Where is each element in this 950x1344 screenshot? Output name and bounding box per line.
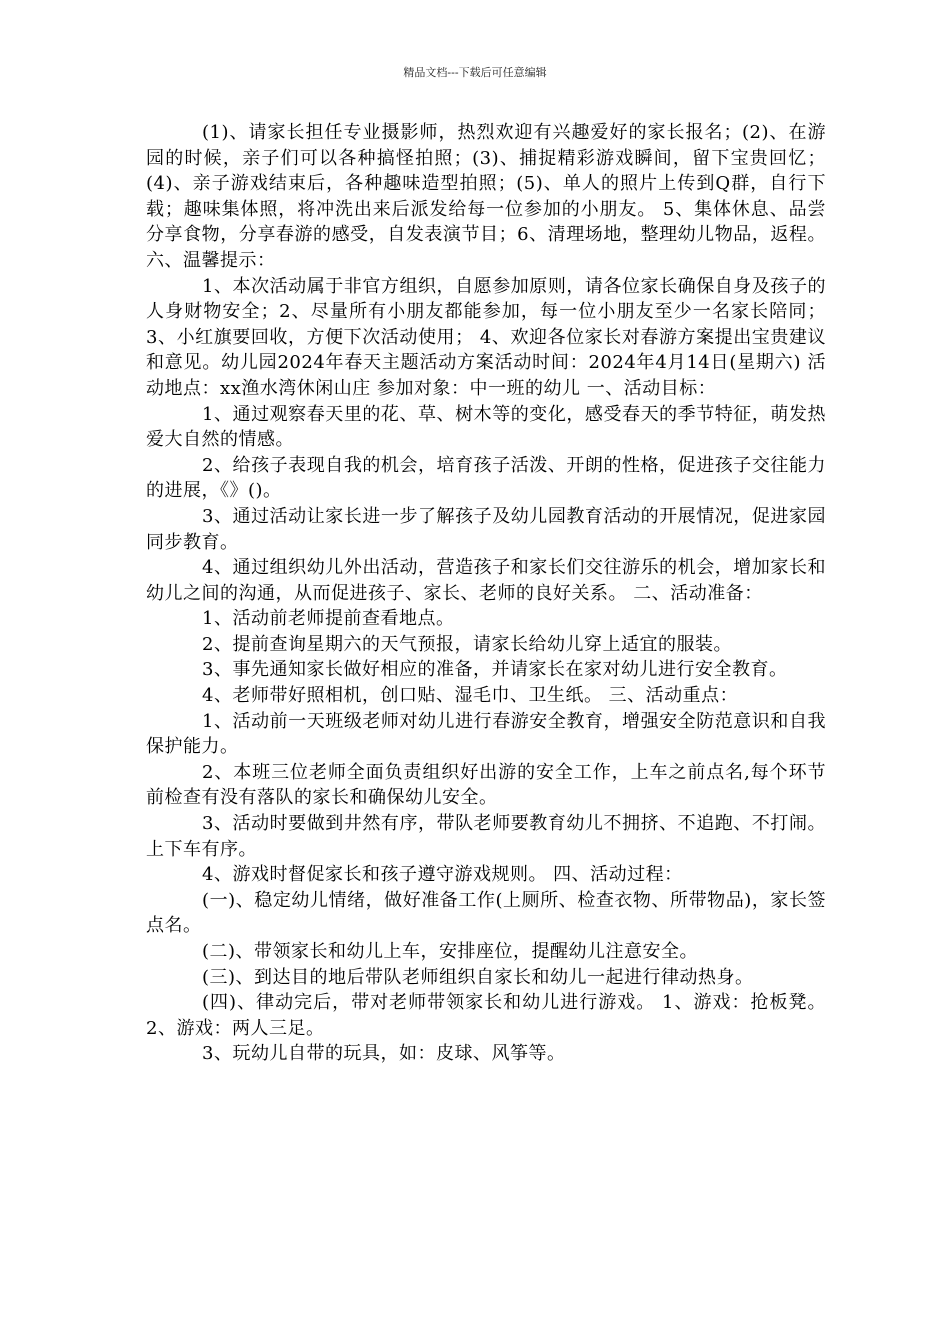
- paragraph: 1、活动前一天班级老师对幼儿进行春游安全教育，增强安全防范意识和自我保护能力。: [146, 710, 826, 758]
- paragraph: 1、活动前老师提前查看地点。: [202, 608, 455, 630]
- document-body: [146, 120, 826, 1067]
- paragraph: (二)、带领家长和幼儿上车，安排座位，提醒幼儿注意安全。: [202, 941, 699, 962]
- paragraph: (三)、到达目的地后带队老师组织自家长和幼儿一起进行律动热身。: [202, 966, 754, 988]
- paragraph: 4、游戏时督促家长和孩子遵守游戏规则。 四、活动过程：: [202, 864, 683, 886]
- paragraph: 2、给孩子表现自我的机会，培育孩子活泼、开朗的性格，促进孩子交往能力的进展，《》()。: [146, 454, 826, 502]
- page-header: 精品文档---下载后可任意编辑: [403, 66, 547, 79]
- paragraph: 2、提前查询星期六的天气预报，请家长给幼儿穿上适宜的服装。: [202, 633, 732, 655]
- paragraph: 4、老师带好照相机，创口贴、湿毛巾、卫生纸。 三、活动重点：: [202, 685, 739, 707]
- paragraph: 3、事先通知家长做好相应的准备，并请家长在家对幼儿进行安全教育。: [202, 659, 788, 681]
- paragraph: 1、通过观察春天里的花、草、树木等的变化，感受春天的季节特征，萌发热爱大自然的情感。: [146, 403, 826, 451]
- paragraph: 3、玩幼儿自带的玩具，如：皮球、风筝等。: [202, 1043, 566, 1065]
- paragraph: (1)、请家长担任专业摄影师，热烈欢迎有兴趣爱好的家长报名；(2)、在游园的时候，亲子们可以各种搞怪拍照；(3)、捕捉精彩游戏瞬间，留下宝贵回忆；(4)、亲子游戏结束后，各种趣味造型拍照；(5)、单人的照片上传到Q群，自行下载；趣味集体照，将冲洗出来后派发给每一位参加的小朋友。 5、集体休息、品尝分享食物，分享春游的感受，自发表演节目；6、清理场地，整理幼儿物品，返程。 六、温馨提示：: [146, 122, 826, 271]
- paragraph: 3、活动时要做到井然有序，带队老师要教育幼儿不拥挤、不追跑、不打闹。上下车有序。: [146, 813, 826, 860]
- paragraph: (一)、稳定幼儿情绪，做好准备工作(上厕所、检查衣物、所带物品)，家长签点名。: [146, 889, 826, 937]
- paragraph: 3、通过活动让家长进一步了解孩子及幼儿园教育活动的开展情况，促进家园同步教育。: [146, 505, 826, 553]
- paragraph: 1、本次活动属于非官方组织，自愿参加原则，请各位家长确保自身及孩子的人身财物安全；2、尽量所有小朋友都能参加，每一位小朋友至少一名家长陪同；3、小红旗要回收，方便下次活动使用； 4、欢迎各位家长对春游方案提出宝贵建议和意见。幼儿园2024年春天主题活动方案活动时间：2024年4月14日(星期六) 活动地点：xx渔水湾休闲山庄 参加对象：中一班的幼儿 一、活动目标：: [146, 275, 826, 399]
- paragraph: 4、通过组织幼儿外出活动，营造孩子和家长们交往游乐的机会，增加家长和幼儿之间的沟通，从而促进孩子、家长、老师的良好关系。 二、活动准备：: [146, 557, 826, 604]
- paragraph: (四)、律动完后，带对老师带领家长和幼儿进行游戏。 1、游戏：抢板凳。 2、游戏：两人三足。: [146, 992, 826, 1039]
- paragraph: 2、本班三位老师全面负责组织好出游的安全工作，上车之前点名,每个环节前检查有没有落队的家长和确保幼儿安全。: [146, 761, 826, 809]
